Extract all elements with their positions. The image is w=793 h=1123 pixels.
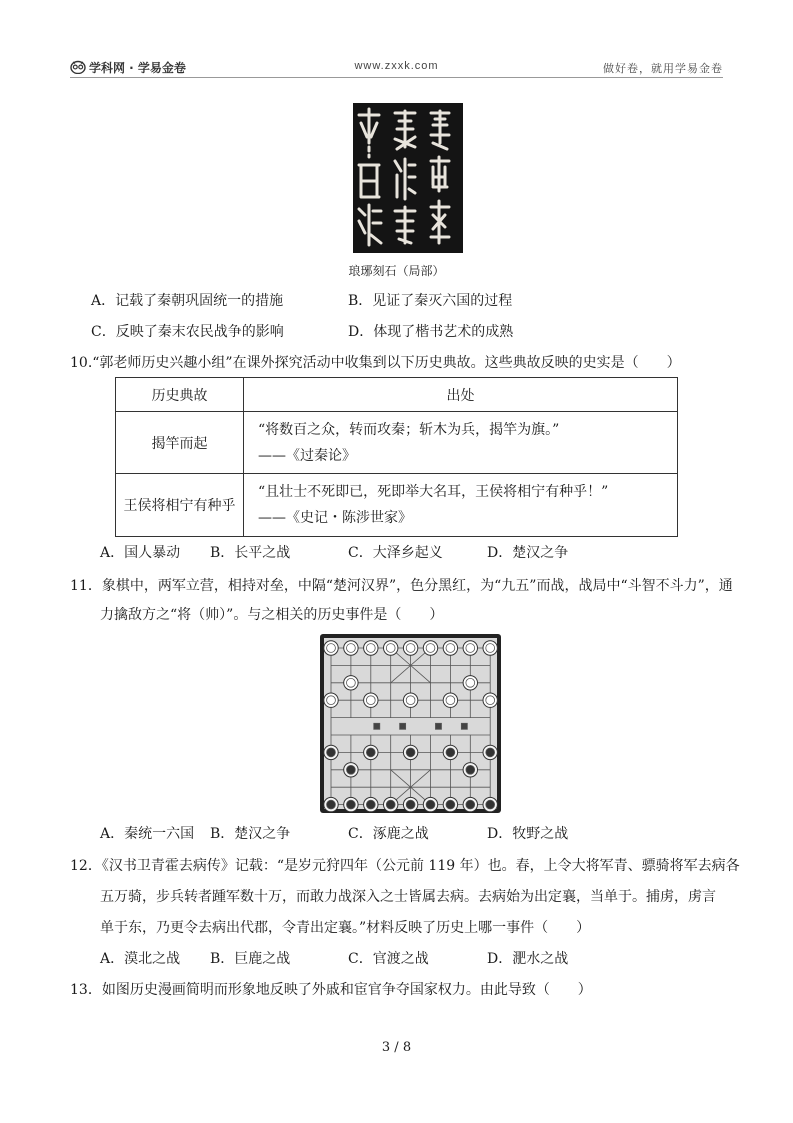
chess-piece	[483, 641, 497, 655]
quote-source: ——《史记・陈涉世家》	[258, 510, 412, 526]
quote-text: “将数百之众，转而攻秦；斩木为兵，揭竿为旗。”	[258, 421, 560, 438]
site-url: www.zxxk.com	[354, 60, 439, 72]
xiangqi-board-image	[320, 634, 501, 813]
chess-piece	[443, 693, 457, 707]
quote-cell	[244, 474, 678, 537]
q11-option-b[interactable]: B．楚汉之争	[210, 826, 291, 842]
chess-piece	[364, 693, 378, 707]
logo-text: 学科网 · 学易金卷	[89, 60, 186, 75]
chess-piece	[443, 641, 457, 655]
chess-piece	[403, 641, 417, 655]
chess-piece	[344, 676, 358, 690]
q11-option-c[interactable]: C．涿鹿之战	[348, 826, 429, 842]
q12-option-c[interactable]: C．官渡之战	[348, 951, 429, 967]
q12-stem-line2: 五万骑，步兵转者踵军数十万，而敢力战深入之士皆属去病。去病始为出定襄，当单于。捕虏，虏言	[100, 889, 716, 905]
chess-piece	[423, 641, 437, 655]
quote-source: ——《过秦论》	[258, 447, 356, 464]
table-header-source: 出处	[244, 378, 678, 412]
q9-option-a[interactable]: A．记载了秦朝巩固统一的措施	[91, 293, 284, 309]
q11-stem-line1: 11．象棋中，两军立营，相持对垒，中隔“楚河汉界”，色分黑红，为“九五”而战，战局中“斗智不斗力”，通	[70, 578, 733, 594]
q11-option-d[interactable]: D．牧野之战	[487, 826, 569, 842]
q9-option-d[interactable]: D．体现了楷书艺术的成熟	[348, 324, 514, 340]
chess-piece	[483, 693, 497, 707]
q12-stem-line1: 12．《汉书卫青霍去病传》记载：“是岁元狩四年（公元前 119 年）也。春，上令大将军青、骠骑将军去病各	[70, 858, 740, 874]
chess-piece	[364, 641, 378, 655]
langya-stele-image	[353, 103, 463, 253]
table-row	[116, 474, 678, 537]
q12-option-d[interactable]: D．淝水之战	[487, 951, 569, 967]
q10-source-table	[115, 377, 678, 537]
q10-stem: 10.“郭老师历史兴趣小组”在课外探究活动中收集到以下历史典故。这些典故反映的史实是（ ）	[70, 355, 681, 371]
q13-stem: 13．如图历史漫画简明而形象地反映了外戚和宦官争夺国家权力。由此导致（ ）	[70, 982, 592, 998]
table-header-story: 历史典故	[116, 378, 244, 412]
chess-piece	[384, 641, 398, 655]
q12-stem-line3: 单于东，乃更令去病出代郡，令青出定襄。”材料反映了历史上哪一事件（ ）	[100, 920, 591, 936]
header-slogan: 做好卷，就用学易金卷	[603, 62, 723, 75]
page-number: 3 / 8	[381, 1040, 412, 1055]
q10-option-b[interactable]: B．长平之战	[210, 545, 291, 561]
quote-cell	[244, 412, 678, 474]
q12-option-b[interactable]: B．巨鹿之战	[210, 951, 291, 967]
chess-piece	[324, 641, 338, 655]
table-row	[116, 412, 678, 474]
stele-caption: 琅琊刻石（局部）	[348, 264, 445, 278]
page-header	[70, 58, 723, 78]
chess-piece	[324, 693, 338, 707]
table-header-row	[116, 378, 678, 412]
q10-option-c[interactable]: C．大泽乡起义	[348, 545, 443, 561]
story-cell: 王侯将相宁有种乎	[116, 474, 244, 537]
quote-text: “且壮士不死即已，死即举大名耳，王侯将相宁有种乎！”	[258, 484, 609, 500]
q9-option-b[interactable]: B．见证了秦灭六国的过程	[348, 293, 513, 309]
q12-option-a[interactable]: A．漠北之战	[100, 951, 181, 967]
chess-piece	[403, 693, 417, 707]
q11-option-a[interactable]: A．秦统一六国	[100, 826, 195, 842]
chess-piece	[463, 676, 477, 690]
q10-option-a[interactable]: A．国人暴动	[100, 545, 181, 561]
chess-piece	[463, 641, 477, 655]
q10-option-d[interactable]: D．楚汉之争	[487, 545, 569, 561]
chess-piece	[344, 641, 358, 655]
q9-option-c[interactable]: C．反映了秦末农民战争的影响	[91, 324, 284, 340]
q11-stem-line2: 力擒敌方之“将（帅）”。与之相关的历史事件是（ ）	[100, 607, 444, 623]
story-cell: 揭竿而起	[116, 412, 244, 474]
